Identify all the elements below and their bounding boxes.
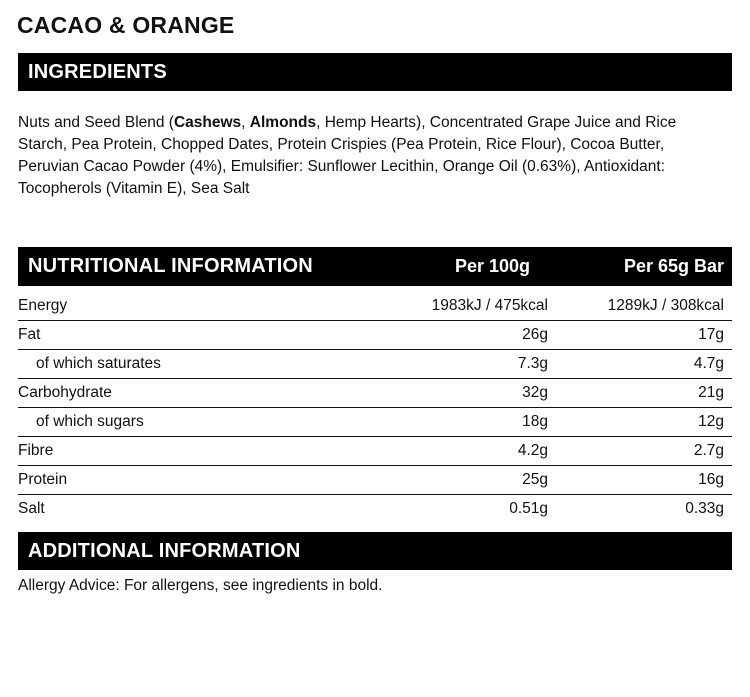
per-100g-value: 26g [336,321,548,350]
product-title: CACAO & ORANGE [17,12,235,38]
per-100g-value: 32g [336,379,548,408]
per-bar-value: 16g [548,466,732,495]
nutrition-row [18,408,732,437]
nutrition-row [18,495,732,524]
nutrition-row [18,292,732,321]
allergen-ingredient: Cashews [173,114,242,131]
per-bar-value: 4.7g [548,350,732,379]
nutrition-row [18,350,732,379]
per-bar-value: 12g [548,408,732,437]
nutrient-label: of which saturates [18,350,336,379]
nutrient-label: Protein [18,466,336,495]
nutrient-label: Fat [18,321,336,350]
per-bar-value: 1289kJ / 308kcal [548,292,732,321]
nutrient-label: of which sugars [18,408,336,437]
per-bar-value: 0.33g [685,500,724,517]
per-100g-value: 4.2g [336,437,548,466]
nutrient-label: Carbohydrate [18,379,336,408]
nutrition-row [18,437,732,466]
ingredients-text [18,112,708,200]
per-100g-value: 7.3g [336,350,548,379]
nutrition-row [18,379,732,408]
nutrient-label: Fibre [18,437,336,466]
nutrition-row [18,321,732,350]
ingredient-text: , [241,114,250,131]
per-100g-value: 25g [336,466,548,495]
per-100g-value: 18g [336,408,548,437]
per-bar-column-header: Per 65g Bar [623,256,724,276]
per-bar-value: 21g [548,379,732,408]
allergy-advice-text: Allergy Advice: For allergens, see ingredients in bold. [18,577,383,594]
ingredients-header [18,53,732,91]
per-bar-value: 17g [548,321,732,350]
additional-info-header [18,532,732,570]
ingredient-text: Nuts and Seed Blend ( [18,114,174,131]
per-bar-value: 2.7g [548,437,732,466]
additional-info-heading: ADDITIONAL INFORMATION [28,539,301,562]
nutrition-header [18,247,732,286]
ingredient-text: , Hemp Hearts), Concentrated Grape Juice and Rice Starch, Pea Protein, Chopped Dates, Protein Crispies (Pea Protein, Rice Flour), Cocoa Butter, Peruvian Cacao Powder (4%), Emulsifier: Sunflower Lecithin, Orange Oil (0.63%), Antioxidant: Tocopherols (Vitamin E), Sea Salt [18,114,677,197]
nutrition-table [18,292,732,523]
allergen-ingredient: Almonds [249,114,317,131]
nutrition-row [18,466,732,495]
per-100g-column-header: Per 100g [454,256,530,276]
nutrient-label: Energy [18,292,336,321]
per-100g-value: 0.51g [509,500,548,517]
nutrition-heading: NUTRITIONAL INFORMATION [28,255,313,277]
per-100g-value: 1983kJ / 475kcal [336,292,548,321]
ingredients-heading: INGREDIENTS [28,60,167,83]
nutrient-label: Salt [18,500,45,517]
